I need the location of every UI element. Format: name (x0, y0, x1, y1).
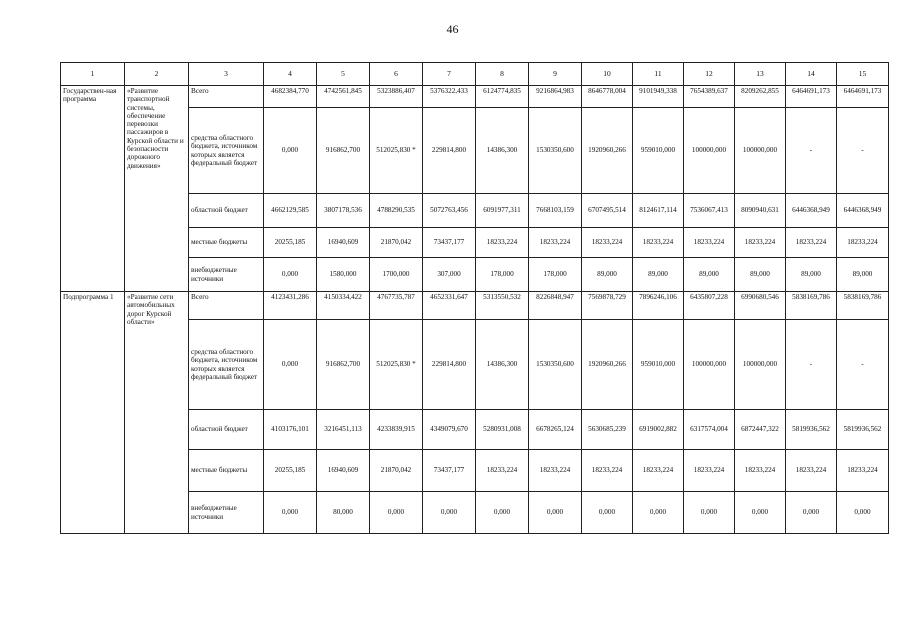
value-cell: 0,000 (684, 492, 735, 534)
value-cell: 6872447,322 (735, 410, 786, 450)
header-cell: 9 (529, 63, 582, 86)
program-label: Государствен-ная программа (61, 86, 125, 292)
value-cell: - (786, 108, 837, 194)
value-cell: 5838169,786 (837, 292, 889, 320)
value-cell: 89,000 (684, 258, 735, 292)
funding-source-label: Всего (189, 292, 264, 320)
header-cell: 10 (582, 63, 633, 86)
value-cell: 512025,830 * (370, 108, 423, 194)
value-cell: 916862,700 (317, 320, 370, 410)
value-cell: 5630685,239 (582, 410, 633, 450)
value-cell: 16940,609 (317, 450, 370, 492)
value-cell: 7536067,413 (684, 194, 735, 228)
value-cell: 100000,000 (735, 320, 786, 410)
value-cell: 0,000 (476, 492, 529, 534)
value-cell: 5376322,433 (423, 86, 476, 108)
value-cell: 5323886,407 (370, 86, 423, 108)
value-cell: 89,000 (582, 258, 633, 292)
header-cell: 3 (189, 63, 264, 86)
value-cell: 89,000 (786, 258, 837, 292)
value-cell: 0,000 (735, 492, 786, 534)
value-cell: 18233,224 (582, 450, 633, 492)
value-cell: 100000,000 (684, 108, 735, 194)
value-cell: 5819936,562 (837, 410, 889, 450)
value-cell: 18233,224 (684, 450, 735, 492)
value-cell: 1530350,600 (529, 320, 582, 410)
value-cell: 100000,000 (684, 320, 735, 410)
value-cell: 89,000 (837, 258, 889, 292)
value-cell: 3807178,536 (317, 194, 370, 228)
value-cell: 4767735,787 (370, 292, 423, 320)
value-cell: 6678265,124 (529, 410, 582, 450)
value-cell: 100000,000 (735, 108, 786, 194)
header-cell: 14 (786, 63, 837, 86)
value-cell: 18233,224 (786, 228, 837, 258)
value-cell: 0,000 (837, 492, 889, 534)
value-cell: 4682384,770 (264, 86, 317, 108)
value-cell: 18233,224 (633, 450, 684, 492)
value-cell: 8090940,631 (735, 194, 786, 228)
funding-source-label: внебюджетные источники (189, 258, 264, 292)
value-cell: 7654389,637 (684, 86, 735, 108)
value-cell: 14386,300 (476, 320, 529, 410)
value-cell: 6435807,228 (684, 292, 735, 320)
value-cell: 6091977,311 (476, 194, 529, 228)
header-cell: 5 (317, 63, 370, 86)
funding-source-label: Всего (189, 86, 264, 108)
funding-source-label: местные бюджеты (189, 228, 264, 258)
header-cell: 1 (61, 63, 125, 86)
value-cell: 6464691,173 (786, 86, 837, 108)
header-cell: 12 (684, 63, 735, 86)
value-cell: 5072763,456 (423, 194, 476, 228)
value-cell: 21870,042 (370, 450, 423, 492)
funding-source-label: местные бюджеты (189, 450, 264, 492)
value-cell: 6990680,546 (735, 292, 786, 320)
value-cell: 8124617,114 (633, 194, 684, 228)
value-cell: 80,000 (317, 492, 370, 534)
funding-source-label: областной бюджет (189, 410, 264, 450)
value-cell: 18233,224 (837, 228, 889, 258)
value-cell: 0,000 (264, 108, 317, 194)
value-cell: 4742561,845 (317, 86, 370, 108)
value-cell: 0,000 (423, 492, 476, 534)
value-cell: 4150334,422 (317, 292, 370, 320)
value-cell: - (837, 108, 889, 194)
value-cell: 73437,177 (423, 450, 476, 492)
value-cell: 9101949,338 (633, 86, 684, 108)
value-cell: 1700,000 (370, 258, 423, 292)
budget-table (60, 62, 889, 534)
program-name: «Развитие транспортной системы, обеспечение перевозки пассажиров в Курской области и безопасности дорожного движения» (125, 86, 189, 292)
value-cell: 0,000 (582, 492, 633, 534)
value-cell: 89,000 (735, 258, 786, 292)
value-cell: 4788290,535 (370, 194, 423, 228)
value-cell: 8209262,855 (735, 86, 786, 108)
value-cell: 18233,224 (837, 450, 889, 492)
value-cell: - (786, 320, 837, 410)
page-number: 46 (446, 22, 459, 36)
value-cell: 1530350,600 (529, 108, 582, 194)
value-cell: 18233,224 (529, 450, 582, 492)
value-cell: 4662129,585 (264, 194, 317, 228)
funding-source-label: областной бюджет (189, 194, 264, 228)
value-cell: 18233,224 (684, 228, 735, 258)
header-cell: 13 (735, 63, 786, 86)
value-cell: 73437,177 (423, 228, 476, 258)
value-cell: 6919002,882 (633, 410, 684, 450)
funding-source-label: средства областного бюджета, источником которых является федеральный бюджет (189, 320, 264, 410)
value-cell: 4349079,670 (423, 410, 476, 450)
value-cell: 1920960,266 (582, 320, 633, 410)
funding-source-label: средства областного бюджета, источником которых является федеральный бюджет (189, 108, 264, 194)
value-cell: 18233,224 (529, 228, 582, 258)
value-cell: 6464691,173 (837, 86, 889, 108)
funding-source-label: внебюджетные источники (189, 492, 264, 534)
value-cell: 4103176,101 (264, 410, 317, 450)
value-cell: 5819936,562 (786, 410, 837, 450)
value-cell: 6707495,514 (582, 194, 633, 228)
value-cell: 229814,800 (423, 108, 476, 194)
value-cell: 20255,185 (264, 228, 317, 258)
value-cell: 18233,224 (735, 450, 786, 492)
value-cell: 1920960,266 (582, 108, 633, 194)
program-label: Подпрограмма 1 (61, 292, 125, 534)
value-cell: 18233,224 (476, 228, 529, 258)
value-cell: 18233,224 (582, 228, 633, 258)
value-cell: 1580,000 (317, 258, 370, 292)
table-body (61, 86, 889, 534)
value-cell: 3216451,113 (317, 410, 370, 450)
value-cell: 5838169,786 (786, 292, 837, 320)
value-cell: 16940,609 (317, 228, 370, 258)
value-cell: 0,000 (264, 492, 317, 534)
value-cell: 0,000 (370, 492, 423, 534)
table-row (61, 292, 889, 320)
value-cell: 229814,800 (423, 320, 476, 410)
value-cell: 7896246,106 (633, 292, 684, 320)
header-cell: 11 (633, 63, 684, 86)
value-cell: 14386,300 (476, 108, 529, 194)
value-cell: 89,000 (633, 258, 684, 292)
value-cell: 512025,830 * (370, 320, 423, 410)
value-cell: 0,000 (633, 492, 684, 534)
value-cell: 307,000 (423, 258, 476, 292)
value-cell: 0,000 (264, 320, 317, 410)
header-cell: 8 (476, 63, 529, 86)
value-cell: 6317574,004 (684, 410, 735, 450)
header-cell: 6 (370, 63, 423, 86)
value-cell: 4123431,286 (264, 292, 317, 320)
header-cell: 2 (125, 63, 189, 86)
value-cell: 4652331,647 (423, 292, 476, 320)
value-cell: 7668103,159 (529, 194, 582, 228)
header-cell: 15 (837, 63, 889, 86)
value-cell: 5280931,008 (476, 410, 529, 450)
value-cell: 18233,224 (786, 450, 837, 492)
value-cell: 6124774,835 (476, 86, 529, 108)
value-cell: 0,000 (264, 258, 317, 292)
value-cell: 20255,185 (264, 450, 317, 492)
header-cell: 7 (423, 63, 476, 86)
value-cell: 7569878,729 (582, 292, 633, 320)
value-cell: 6446368,949 (786, 194, 837, 228)
value-cell: 21870,042 (370, 228, 423, 258)
value-cell: 6446368,949 (837, 194, 889, 228)
value-cell: 18233,224 (476, 450, 529, 492)
value-cell: 959010,000 (633, 320, 684, 410)
value-cell: 9216864,983 (529, 86, 582, 108)
value-cell: 916862,700 (317, 108, 370, 194)
header-row (61, 63, 889, 86)
value-cell: 4233839,915 (370, 410, 423, 450)
value-cell: 959010,000 (633, 108, 684, 194)
value-cell: 18233,224 (633, 228, 684, 258)
value-cell: 18233,224 (735, 228, 786, 258)
header-cell: 4 (264, 63, 317, 86)
value-cell: 0,000 (786, 492, 837, 534)
value-cell: 0,000 (529, 492, 582, 534)
value-cell: 8646778,004 (582, 86, 633, 108)
value-cell: 178,000 (476, 258, 529, 292)
value-cell: - (837, 320, 889, 410)
value-cell: 178,000 (529, 258, 582, 292)
value-cell: 5313550,532 (476, 292, 529, 320)
value-cell: 8226848,947 (529, 292, 582, 320)
program-name: «Развитие сети автомобильных дорог Курской области» (125, 292, 189, 534)
table-row (61, 86, 889, 108)
